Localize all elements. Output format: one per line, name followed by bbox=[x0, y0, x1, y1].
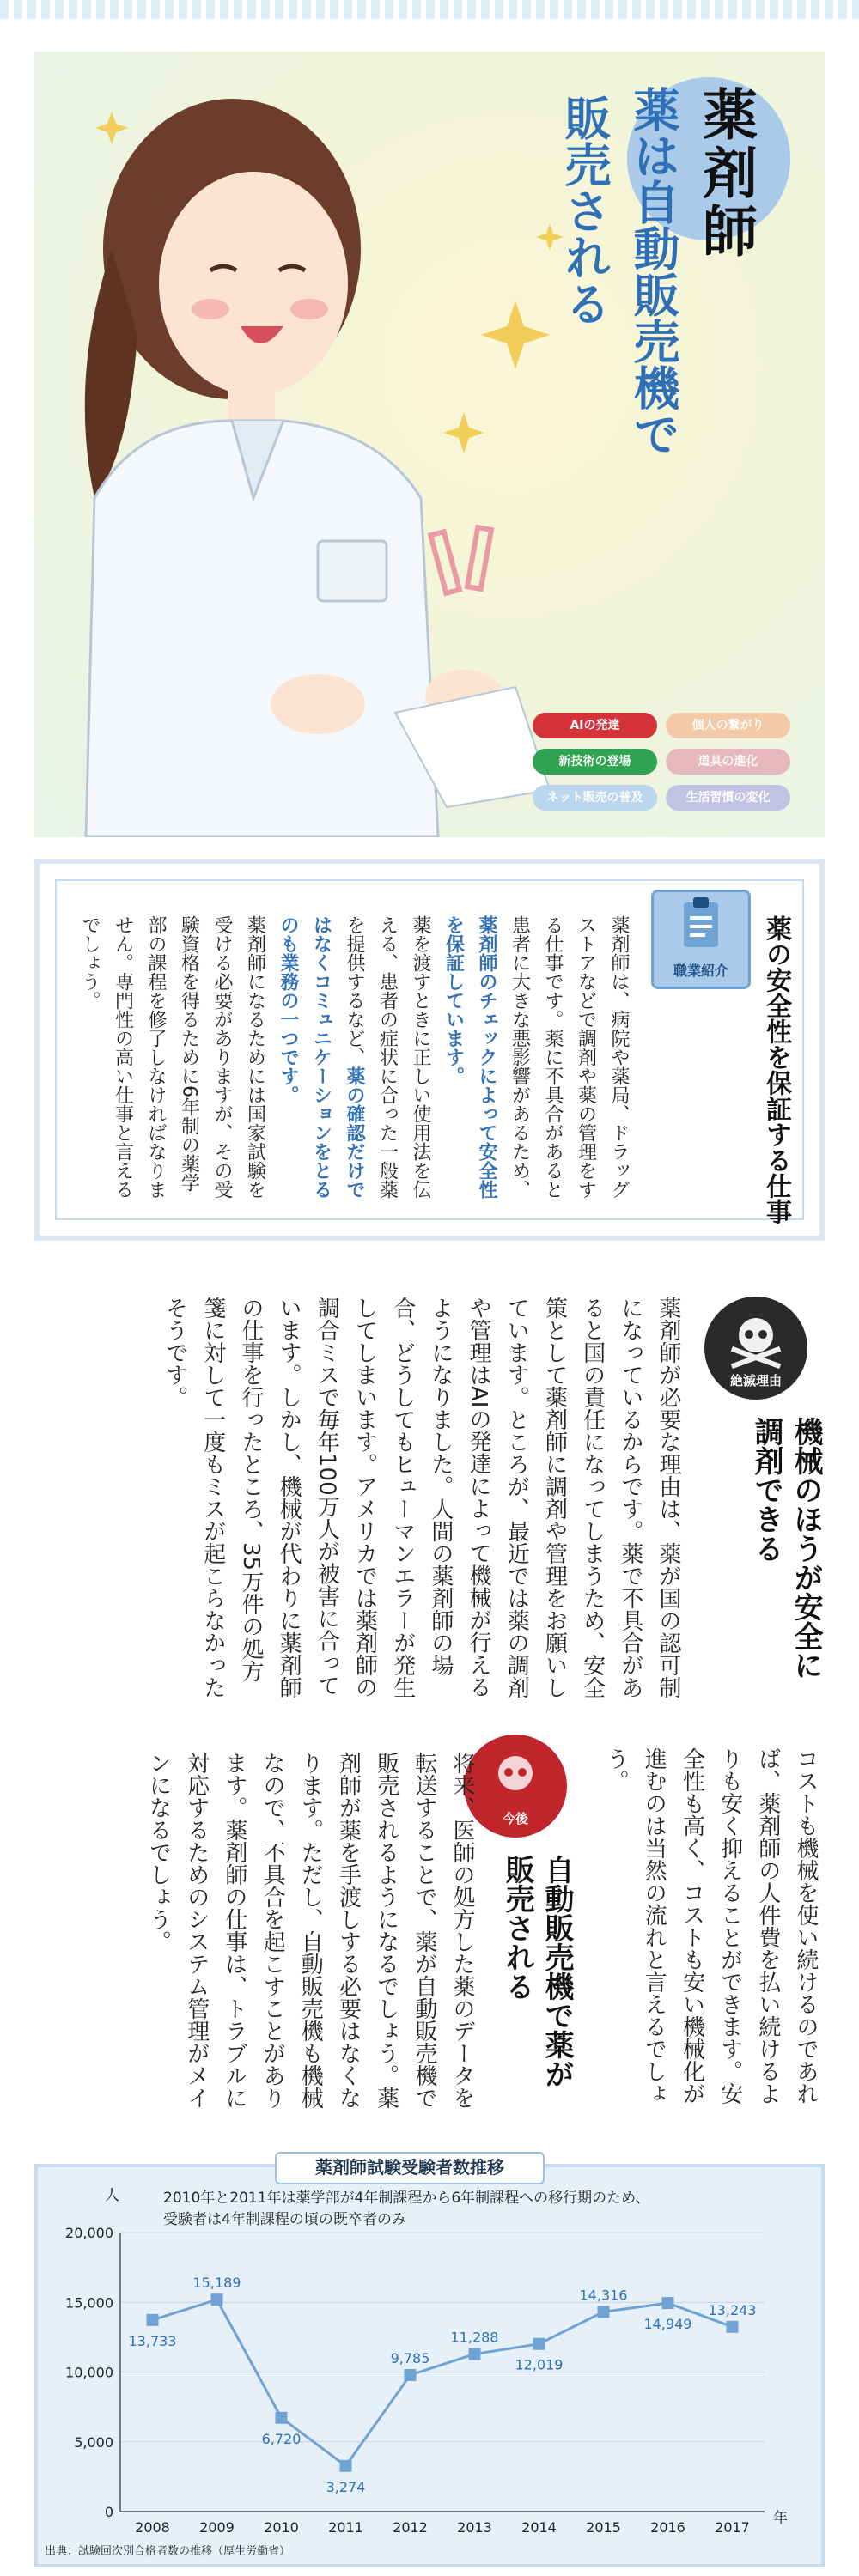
data-label: 3,274 bbox=[326, 2478, 366, 2495]
tag-tech: 新技術の登場 bbox=[533, 749, 657, 775]
data-point bbox=[598, 2306, 610, 2318]
y-tick-label: 15,000 bbox=[65, 2294, 113, 2312]
y-axis-unit: 人 bbox=[105, 2187, 119, 2204]
data-point bbox=[469, 2348, 481, 2360]
data-point bbox=[405, 2369, 417, 2381]
job-intro-p3: 薬を渡すときに正しい使用法を伝える、患者の症状に合った一般薬を提供するなど、 bbox=[344, 915, 431, 1199]
clipboard-icon bbox=[654, 892, 748, 961]
future-body: 将来、医師の処方した薬のデータを転送することで、薬が自動販売機で販売されるようになるでしょう。薬剤師が薬を手渡しする必要はなくなります。ただし、自動販売機も機械なので、不具合を起こすことがあります。薬剤師の仕事は、トラブルに対応するためのシステム管理がメインになるでしょう。 bbox=[145, 1752, 475, 2109]
x-tick-label: 2008 bbox=[135, 2519, 170, 2536]
extinction-body: 薬剤師が必要な理由は、薬が国の認可制になっているからです。薬で不具合があると国の責任になってしまうため、安全策として薬剤師に調剤や管理をお願いしています。ところが、最近では薬の調剤や管理はAIの発達によって機械が行えるようになりました。人間の薬剤師の場合、どうしてもヒューマンエラーが発生してしまいます。アメリカでは薬剤師の調合ミスで毎年100万人が被害に合っています。しかし、機械が代わりに薬剤師の仕事を行ったところ、35万件の処方箋に対して一度もミスが起こらなかったそうです。 bbox=[161, 1297, 681, 1698]
headline-line-2: 販売される bbox=[557, 94, 612, 326]
x-tick-label: 2015 bbox=[586, 2519, 621, 2536]
data-label: 6,720 bbox=[261, 2430, 302, 2447]
data-label: 12,019 bbox=[515, 2356, 564, 2373]
data-point bbox=[727, 2321, 739, 2333]
data-point bbox=[211, 2293, 223, 2306]
data-point bbox=[662, 2297, 674, 2309]
data-label: 14,316 bbox=[579, 2287, 628, 2304]
line-chart bbox=[34, 2181, 825, 2559]
tag-tools: 道具の進化 bbox=[666, 749, 790, 775]
chart-source: 出典：試験回次別合格者数の推移（厚生労働省） bbox=[45, 2545, 291, 2558]
decorative-top-strip bbox=[0, 0, 859, 19]
x-tick-label: 2016 bbox=[650, 2519, 685, 2536]
headline-line-1: 薬は自動販売機で bbox=[626, 86, 680, 457]
data-label: 13,243 bbox=[708, 2301, 757, 2318]
data-label: 15,189 bbox=[192, 2275, 241, 2292]
data-point bbox=[340, 2460, 352, 2472]
hero-illustration bbox=[34, 52, 825, 837]
x-tick-label: 2010 bbox=[264, 2519, 299, 2536]
job-intro-p5: 薬剤師になるためには国家試験を受ける必要がありますが、その受験資格を得るために6年制の薬学部の課程を修了しなければなりません。専門性の高い仕事と言えるでしょう。 bbox=[79, 915, 266, 1199]
chart-note-2: 受験者は4年制課程の頃の既卒者のみ bbox=[163, 2211, 406, 2228]
y-tick-label: 10,000 bbox=[65, 2364, 113, 2381]
job-intro-title: 薬の安全性を保証する仕事 bbox=[761, 915, 791, 1224]
job-intro-box bbox=[34, 859, 825, 1241]
tag-group bbox=[533, 713, 790, 811]
data-label: 11,288 bbox=[450, 2329, 499, 2346]
tag-net: ネット販売の普及 bbox=[533, 785, 657, 811]
job-intro-p2: 薬剤師のチェックによって安全性を保証しています。 bbox=[442, 915, 497, 1199]
data-label: 9,785 bbox=[390, 2349, 430, 2366]
chart-title: 薬剤師試験受験者数推移 bbox=[275, 2152, 545, 2184]
job-intro-body bbox=[73, 915, 636, 1199]
future-top-text: コストも機械を使い続けるのであれば、薬剤師の人件費を払い続けるよりも安く抑えることができます。安全性も高く、コストも安い機械化が進むのは当然の流れと言えるでしょう。 bbox=[603, 1747, 819, 2105]
extinction-badge-label: 絶滅理由 bbox=[729, 1373, 783, 1388]
data-point bbox=[147, 2314, 159, 2326]
data-point bbox=[276, 2412, 288, 2424]
extinction-badge bbox=[704, 1297, 807, 1400]
tag-personal: 個人の繋がり bbox=[666, 713, 790, 738]
x-tick-label: 2013 bbox=[457, 2519, 492, 2536]
data-point bbox=[533, 2338, 545, 2350]
x-axis-unit: 年 bbox=[773, 2510, 788, 2527]
future-badge-label: 今後 bbox=[502, 1811, 529, 1826]
x-tick-label: 2017 bbox=[715, 2519, 750, 2536]
tag-ai: AIの発達 bbox=[533, 713, 657, 738]
chart-note-1: 2010年と2011年は薬学部が4年制課程から6年制課程への移行期のため、 bbox=[163, 2190, 650, 2207]
x-tick-label: 2012 bbox=[393, 2519, 428, 2536]
job-intro-p1: 薬剤師は、病院や薬局、ドラッグストアなどで調剤や薬の管理をする仕事です。薬に不具合があると患者に大きな悪影響があるため、 bbox=[509, 915, 630, 1199]
skull-icon bbox=[704, 1297, 807, 1400]
y-tick-label: 5,000 bbox=[74, 2433, 113, 2451]
extinction-title: 機械のほうが安全に調剤できる bbox=[749, 1417, 823, 1680]
y-tick-label: 20,000 bbox=[65, 2225, 113, 2241]
future-title: 自動販売機で薬が販売される bbox=[500, 1855, 574, 2088]
x-tick-label: 2014 bbox=[521, 2519, 557, 2536]
x-tick-label: 2009 bbox=[199, 2519, 235, 2536]
job-intro-badge bbox=[651, 890, 751, 989]
job-intro-badge-label: 職業紹介 bbox=[673, 963, 728, 979]
x-tick-label: 2011 bbox=[328, 2519, 363, 2536]
data-label: 14,949 bbox=[643, 2316, 692, 2333]
tag-lifestyle: 生活習慣の変化 bbox=[666, 785, 790, 811]
job-intro-p4: 薬の確認だけではなくコミュニケーションをとるのも業務の一つです。 bbox=[277, 915, 365, 1199]
y-tick-label: 0 bbox=[104, 2504, 113, 2520]
data-label: 13,733 bbox=[128, 2332, 177, 2349]
page-title: 薬剤師 bbox=[693, 86, 757, 261]
